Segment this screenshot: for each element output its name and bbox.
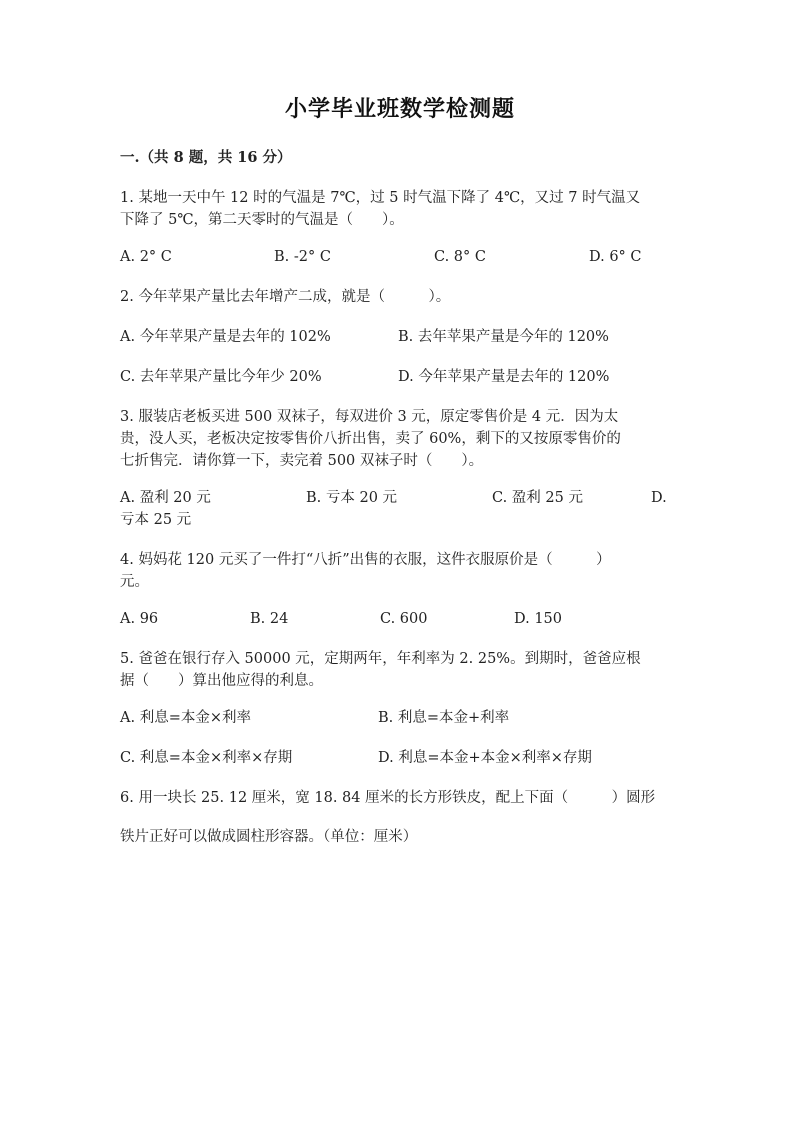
question-1-line-2: 下降了 5℃，第二天零时的气温是（ ）。 bbox=[120, 212, 404, 228]
question-5-option-a: A. 利息=本金×利率 bbox=[120, 710, 251, 726]
question-3-line-2: 贵，没人买，老板决定按零售价八折出售，卖了 60%，剩下的又按原零售价的 bbox=[120, 431, 621, 447]
question-4-line-1: 4. 妈妈花 120 元买了一件打“八折”出售的衣服，这件衣服原价是（ ） bbox=[120, 552, 611, 568]
question-4-option-d: D. 150 bbox=[514, 611, 563, 627]
question-3-line-1: 3. 服装店老板买进 500 双袜子，每双进价 3 元，原定零售价是 4 元．因为太 bbox=[120, 409, 619, 425]
question-4-option-b: B. 24 bbox=[250, 611, 289, 627]
question-3-line-3: 七折售完．请你算一下，卖完着 500 双袜子时（ ）。 bbox=[120, 453, 484, 469]
question-3-option-a: A. 盈利 20 元 bbox=[120, 490, 211, 506]
question-1-option-b: B. -2° C bbox=[274, 249, 331, 265]
question-1-line-1: 1. 某地一天中午 12 时的气温是 7℃，过 5 时气温下降了 4℃，又过 7 时气温又 bbox=[120, 190, 641, 206]
question-5-line-1: 5. 爸爸在银行存入 50000 元，定期两年，年利率为 2. 25%。到期时，爸爸应根 bbox=[120, 651, 641, 667]
question-1-option-d: D. 6° C bbox=[589, 249, 642, 265]
question-5-option-d: D. 利息=本金+本金×利率×存期 bbox=[378, 750, 592, 766]
page-title: 小学毕业班数学检测题 bbox=[284, 96, 515, 122]
question-1-option-a: A. 2° C bbox=[120, 249, 172, 265]
question-6-line-1: 6. 用一块长 25. 12 厘米，宽 18. 84 厘米的长方形铁皮，配上下面（ ）圆形 bbox=[120, 790, 656, 806]
question-4-option-c: C. 600 bbox=[380, 611, 428, 627]
question-5-line-2: 据（ ）算出他应得的利息。 bbox=[120, 673, 323, 689]
question-5-option-b: B. 利息=本金+利率 bbox=[378, 710, 510, 726]
question-2-option-b: B. 去年苹果产量是今年的 120% bbox=[398, 329, 609, 345]
question-4-line-2: 元。 bbox=[120, 574, 149, 590]
question-2-option-c: C. 去年苹果产量比今年少 20% bbox=[120, 369, 322, 385]
question-6-line-2: 铁片正好可以做成圆柱形容器。（单位：厘米） bbox=[120, 829, 418, 845]
question-2-line-1: 2. 今年苹果产量比去年增产二成，就是（ ）。 bbox=[120, 289, 451, 305]
section-heading: 一.（共 8 题，共 16 分） bbox=[120, 149, 292, 166]
question-3-option-b: B. 亏本 20 元 bbox=[306, 490, 398, 506]
question-3-option-d-label: D. bbox=[651, 490, 667, 506]
question-4-option-a: A. 96 bbox=[120, 611, 159, 627]
question-2-option-a: A. 今年苹果产量是去年的 102% bbox=[120, 329, 331, 345]
question-3-option-d-text: 亏本 25 元 bbox=[120, 512, 192, 528]
question-1-option-c: C. 8° C bbox=[434, 249, 486, 265]
question-5-option-c: C. 利息=本金×利率×存期 bbox=[120, 750, 293, 766]
question-3-option-c: C. 盈利 25 元 bbox=[492, 490, 583, 506]
question-2-option-d: D. 今年苹果产量是去年的 120% bbox=[398, 369, 610, 385]
